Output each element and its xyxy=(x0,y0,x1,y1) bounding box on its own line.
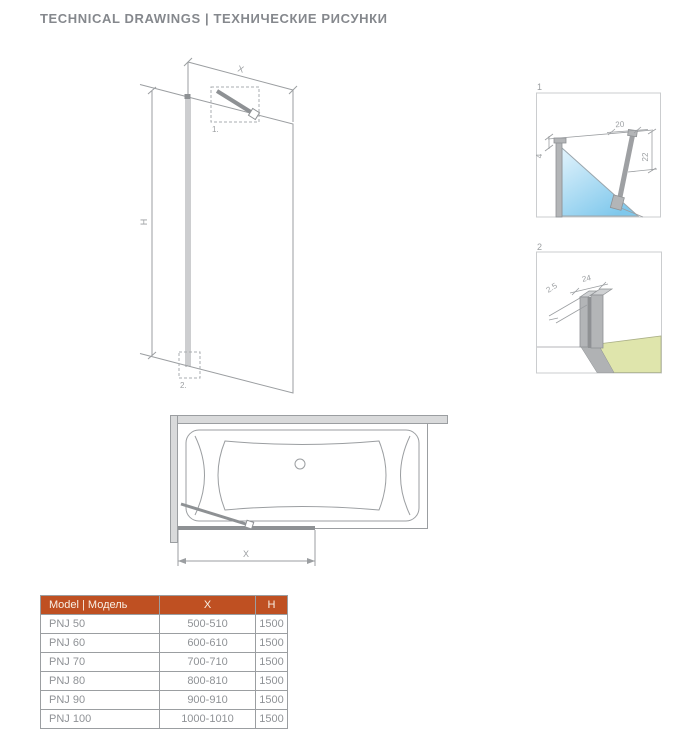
cell-h: 1500 xyxy=(256,615,288,634)
cell-h: 1500 xyxy=(256,634,288,653)
cell-x: 800-810 xyxy=(160,672,256,691)
detail1-wall-profile xyxy=(556,141,562,217)
model-spec-table xyxy=(40,595,288,729)
top-view-width-dimension xyxy=(178,530,315,566)
front-height-label: H xyxy=(139,218,149,226)
left-wall xyxy=(171,416,178,543)
detail2-ref-label: 2. xyxy=(180,381,187,390)
header-h: H xyxy=(256,596,288,615)
cell-model: PNJ 70 xyxy=(41,653,160,672)
table-row xyxy=(41,691,288,710)
cell-x: 600-610 xyxy=(160,634,256,653)
front-width-dimension xyxy=(184,58,297,122)
detail1-dim20-label: 20 xyxy=(615,119,625,130)
detail-2-drawing xyxy=(530,238,670,383)
cell-model: PNJ 60 xyxy=(41,634,160,653)
header-model: Model | Модель xyxy=(41,596,160,615)
cell-h: 1500 xyxy=(256,691,288,710)
cell-x: 500-510 xyxy=(160,615,256,634)
detail1-dim4-label: 4 xyxy=(535,153,544,159)
detail1-dim22-label: 22 xyxy=(641,152,650,162)
cell-x: 700-710 xyxy=(160,653,256,672)
cell-x: 1000-1010 xyxy=(160,710,256,729)
cell-h: 1500 xyxy=(256,672,288,691)
cell-h: 1500 xyxy=(256,710,288,729)
table-header-row xyxy=(41,596,288,615)
table-row xyxy=(41,634,288,653)
cell-model: PNJ 80 xyxy=(41,672,160,691)
detail2-number: 2 xyxy=(537,242,543,252)
top-wall xyxy=(171,416,448,424)
top-view-width-label: X xyxy=(242,549,250,559)
front-height-dimension xyxy=(139,87,156,359)
detail2-dim25-label: 2.5 xyxy=(544,281,559,295)
bathtub-outline xyxy=(178,424,428,529)
glass-panel-outline xyxy=(188,97,293,393)
cell-x: 900-910 xyxy=(160,691,256,710)
top-view-drawing xyxy=(158,403,470,581)
table-row xyxy=(41,710,288,729)
cell-model: PNJ 100 xyxy=(41,710,160,729)
table-row xyxy=(41,653,288,672)
cell-model: PNJ 90 xyxy=(41,691,160,710)
page-title: TECHNICAL DRAWINGS | ТЕХНИЧЕСКИЕ РИСУНКИ xyxy=(40,11,388,26)
cell-model: PNJ 50 xyxy=(41,615,160,634)
table-row xyxy=(41,672,288,691)
table-row xyxy=(41,615,288,634)
detail1-ref-label: 1. xyxy=(212,125,219,134)
support-bar xyxy=(217,91,260,120)
detail2-dim24-label: 24 xyxy=(581,273,592,284)
front-width-label: X xyxy=(236,63,245,75)
drain-icon xyxy=(295,459,305,469)
cell-h: 1500 xyxy=(256,653,288,672)
header-x: X xyxy=(160,596,256,615)
front-view-drawing xyxy=(130,55,310,400)
detail1-number: 1 xyxy=(537,82,543,92)
detail-1-drawing xyxy=(530,78,670,223)
